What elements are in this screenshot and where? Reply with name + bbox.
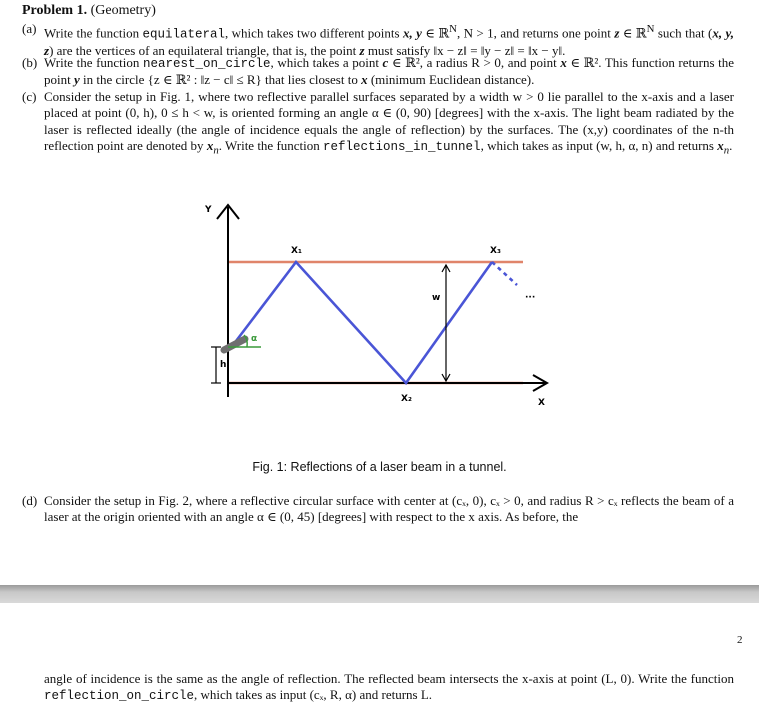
problem-title [22,3,156,19]
laser-beam-continuation [492,262,517,285]
part-b-text: Write the function nearest_on_circle, which takes a point c ∈ ℝ², a radius R > 0, and point x ∈ ℝ². This function returns the point y in the circle {z ∈ ℝ² : ‖z − c‖ ≤ R} that lies closest to x (minimum Euclidean distance). [44,55,734,88]
part-d [22,493,734,526]
reflection-point-x3-label: X₃ [490,246,501,256]
part-d-label: (d) [22,493,38,508]
part-b-label: (b) [22,55,38,70]
figure-1-caption: Fig. 1: Reflections of a laser beam in a tunnel. [252,460,507,474]
part-a [22,21,734,59]
function-name-reflection-on-circle: reflection_on_circle [44,689,195,704]
h-label: h [220,360,227,370]
problem-topic: (Geometry) [90,3,156,18]
part-a-label: (a) [22,21,37,36]
figure-1-tunnel-diagram [195,195,565,410]
angle-alpha-label: α [251,334,258,344]
page-separator [0,585,759,603]
page-number: 2 [737,634,743,646]
part-c [22,89,734,159]
part-d-continuation: angle of incidence is the same as the angle of reflection. The reflected beam intersects the x-axis at point (L, 0). Write the function reflection_on_circle, which takes as input (cₓ, R, α) and returns L. [44,671,734,704]
laser-beam-path [233,262,492,383]
reflection-point-x1-label: X₁ [291,246,302,256]
reflection-point-x2-label: X₂ [401,394,412,404]
problem-heading: Problem 1. [22,3,88,18]
function-name-equilateral: equilateral [142,27,226,42]
function-name-reflections-in-tunnel: reflections_in_tunnel [323,140,481,155]
part-c-text: Consider the setup in Fig. 1, where two reflective parallel surfaces separated by a width w > 0 lie parallel to the x-axis and a laser placed at point (0, h), 0 ≤ h < w, is oriented forming an angle α ∈ (0, 90) [degrees] with the x-axis. The light beam radiated by the laser is reflected ideally (the angle of incidence equals the angle of reflection) by the surfaces. The (x,y) coordinates of the n-th reflection point are denoted by $x_n$. Write the function reflections_in_tunnel, which takes as input (w, h, α, n) and returns $x_n$. [44,89,734,157]
part-a-text: Write the function equilateral, which takes two different points x, y ∈ ℝ$^N$, N > 1, and returns one point z ∈ ℝ$^N$ such that (x, y, z) are the vertices of an equilateral triangle, that is, the point z must satisfy ‖x − z‖ = ‖y − z‖ = ‖x − y‖. [44,23,735,58]
y-axis-label: Y [205,205,212,215]
x-axis-label: X [538,398,545,408]
function-name-nearest-on-circle: nearest_on_circle [142,57,271,71]
part-d-text: Consider the setup in Fig. 2, where a reflective circular surface with center at (cₓ, 0), cₓ > 0, and radius R > cₓ reflects the beam of a laser at the origin oriented with an angle α ∈ (0, 45) [degrees] with respect to the x axis. As before, the [44,493,734,525]
part-b [22,55,734,89]
part-c-label: (c) [22,89,37,104]
w-label: w [432,293,441,303]
continuation-dots: ··· [525,293,536,303]
